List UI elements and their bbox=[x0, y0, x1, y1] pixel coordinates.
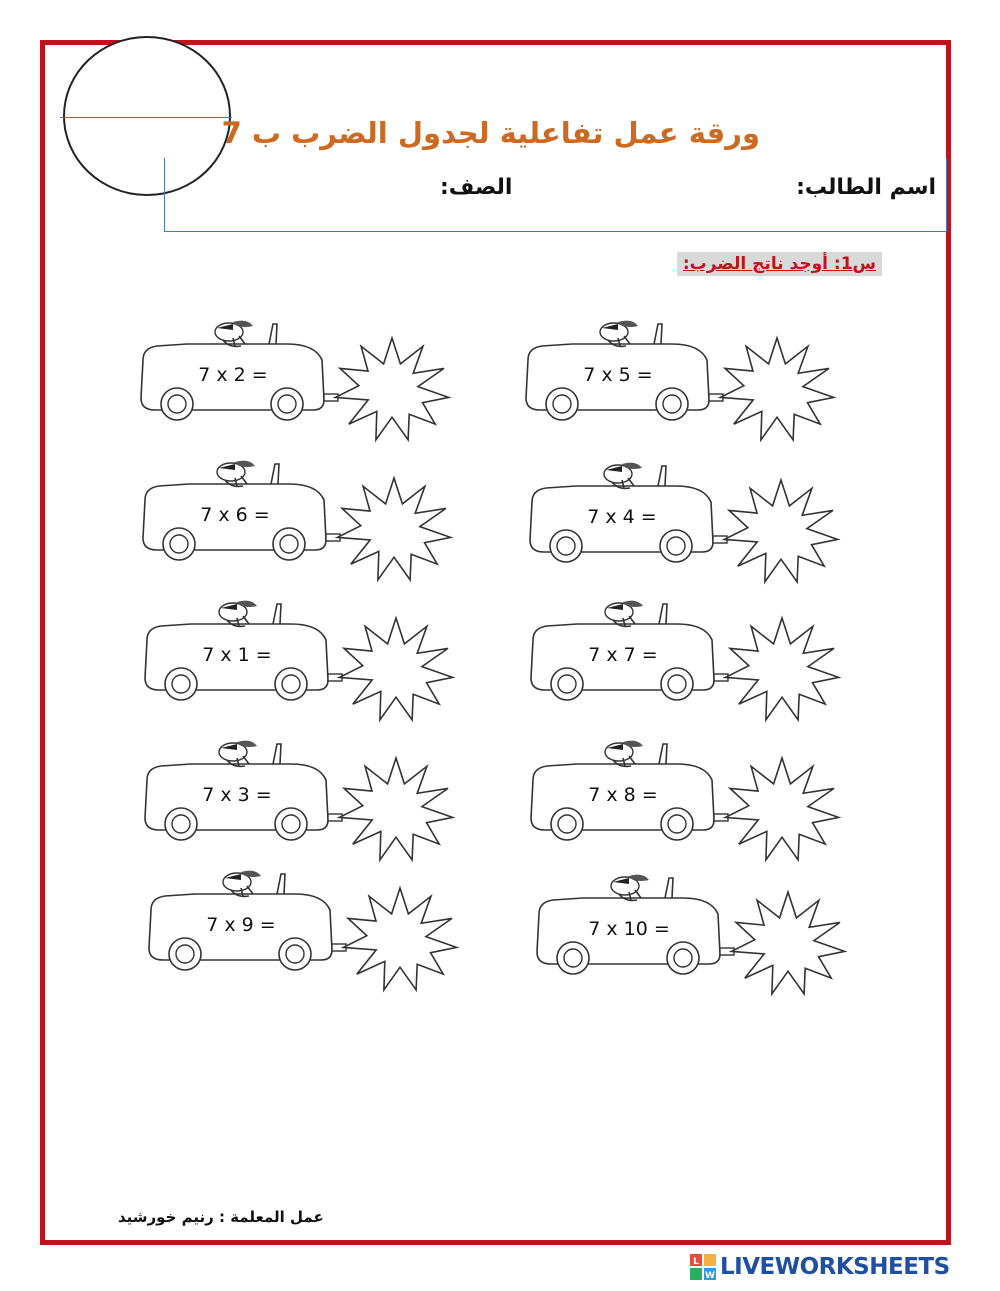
worksheet-title: ورقة عمل تفاعلية لجدول الضرب ب 7 bbox=[221, 116, 760, 150]
multiplication-problem: 7 x 4 = bbox=[587, 506, 657, 528]
logo-letter: L bbox=[693, 1257, 699, 1267]
car-problem bbox=[531, 601, 839, 720]
answer-burst[interactable] bbox=[339, 618, 452, 720]
answer-burst[interactable] bbox=[337, 478, 450, 580]
multiplication-problem: 7 x 6 = bbox=[200, 504, 270, 526]
brand-name: LIVEWORKSHEETS bbox=[720, 1254, 950, 1280]
answer-burst[interactable] bbox=[720, 338, 833, 440]
car-problem bbox=[530, 463, 838, 582]
car-problem bbox=[143, 461, 451, 580]
car-problem bbox=[145, 601, 453, 720]
car-problem bbox=[531, 741, 839, 860]
student-name-label: اسم الطالب: bbox=[796, 175, 936, 200]
multiplication-problem: 7 x 3 = bbox=[202, 784, 272, 806]
logo-letter: W bbox=[705, 1271, 715, 1280]
car-problem bbox=[526, 321, 834, 440]
answer-burst[interactable] bbox=[731, 892, 844, 994]
multiplication-problem: 7 x 1 = bbox=[202, 644, 272, 666]
answer-burst[interactable] bbox=[339, 758, 452, 860]
car-problem bbox=[141, 321, 449, 440]
multiplication-problem: 7 x 9 = bbox=[206, 914, 276, 936]
multiplication-problem: 7 x 2 = bbox=[198, 364, 268, 386]
liveworksheets-logo-icon bbox=[690, 1254, 716, 1280]
answer-burst[interactable] bbox=[725, 758, 838, 860]
multiplication-problem: 7 x 5 = bbox=[583, 364, 653, 386]
multiplication-problem: 7 x 10 = bbox=[588, 918, 670, 940]
question-1: س1: أوجد ناتج الضرب: bbox=[677, 252, 882, 276]
multiplication-problem: 7 x 7 = bbox=[588, 644, 658, 666]
car-problem bbox=[537, 875, 845, 994]
multiplication-problem: 7 x 8 = bbox=[588, 784, 658, 806]
class-label: الصف: bbox=[440, 175, 513, 200]
car-problem bbox=[149, 871, 457, 990]
answer-burst[interactable] bbox=[335, 338, 448, 440]
brand-logo bbox=[690, 1252, 950, 1282]
teacher-credit: عمل المعلمة : رنيم خورشيد bbox=[118, 1208, 324, 1226]
car-problem bbox=[145, 741, 453, 860]
answer-burst[interactable] bbox=[724, 480, 837, 582]
answer-burst[interactable] bbox=[343, 888, 456, 990]
answer-burst[interactable] bbox=[725, 618, 838, 720]
